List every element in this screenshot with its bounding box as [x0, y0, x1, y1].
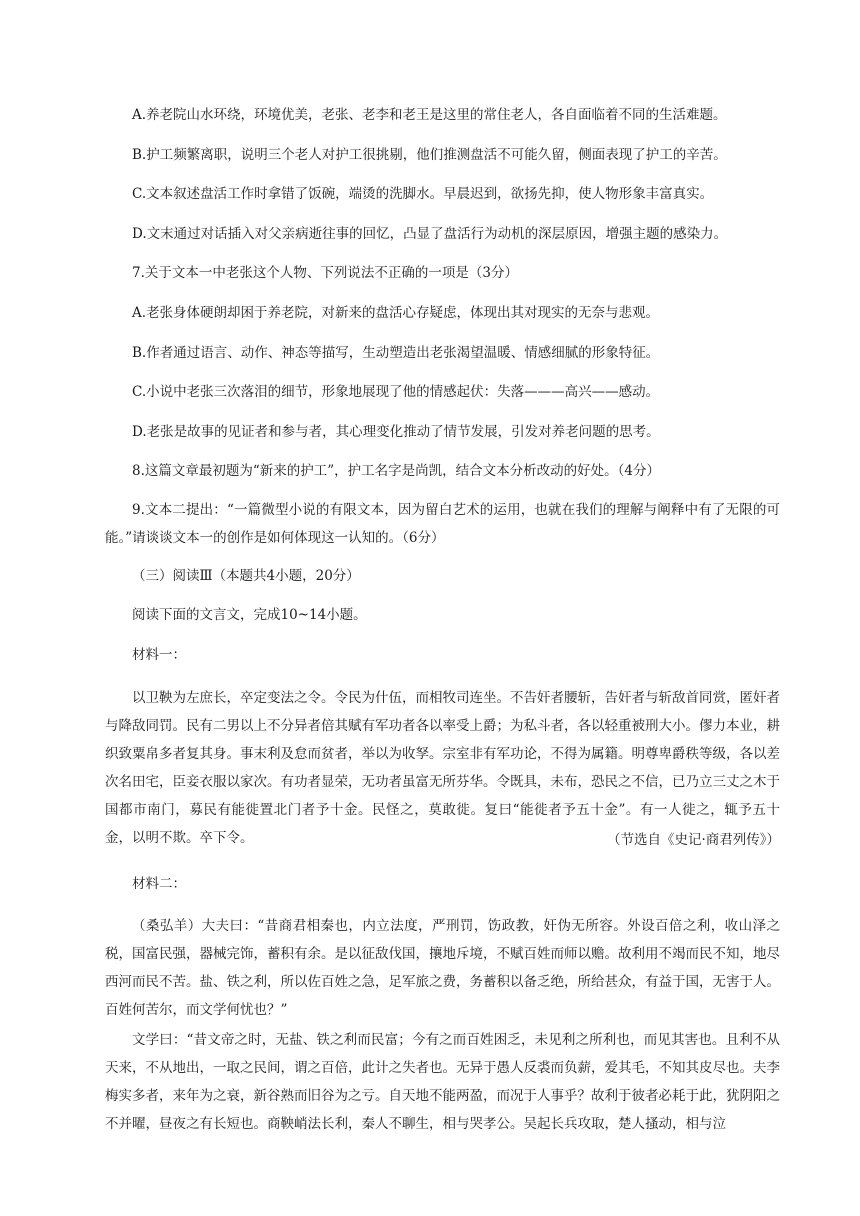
- q7-option-a: A.老张身体硬朗却困于养老院，对新来的盘活心存疑虑，体现出其对现实的无奈与悲观。: [132, 305, 660, 321]
- material1-label: 材料一：: [132, 647, 186, 663]
- material1-source: （节选自《史记·商君列传》）: [606, 832, 780, 848]
- q6-option-b: B.护工频繁离职，说明三个老人对护工很挑剔，他们推测盘活不可能久留，侧面表现了护工的辛苦。: [132, 147, 727, 163]
- q6-option-d: D.文末通过对话插入对父亲病逝往事的回忆，凸显了盘活行为动机的深层原因，增强主题的感染力。: [132, 226, 728, 242]
- material2-para1: （桑弘羊）大夫曰：“昔商君相秦也，内立法度，严刑罚，饬政教，奸伪无所容。外设百倍之利，收山泽之税，国富民强，器械完饰，蓄积有余。是以征敌伐国，攘地斥境，不赋百姓而师以赡。故利用不竭而民不知，地尽西河而民不苦。盐、铁之利，所以佐百姓之急，足军旅之费，务蓄积以备乏绝，所给甚众，有益于国，无害于人。百姓何苦尔，而文学何忧也？”: [105, 918, 780, 1018]
- section3-heading: （三）阅读Ⅲ（本题共4小题，20分）: [132, 568, 360, 584]
- material1-text: 以卫鞅为左庶长，卒定变法之令。令民为什伍，而相牧司连坐。不告奸者腰斩，告奸者与斩敌首同赏，匿奸者与降敌同罚。民有二男以上不分异者倍其赋有军功者各以率受上爵；为私斗者，各以轻重被刑大小。僇力本业，耕织致粟帛多者复其身。事末利及怠而贫者，举以为收孥。宗室非有军功论，不得为属籍。明尊卑爵秩等级，各以差次名田宅，臣妾衣服以家次。有功者显荣，无功者虽富无所芬华。令既具，未布，恐民之不信，已乃立三丈之木于国都市南门，募民有能徙置北门者予十金。民怪之，莫敢徙。复曰“能徙者予五十金”。有一人徙之，辄予五十金，以明不欺。卒下令。: [105, 690, 780, 846]
- q8: 8.这篇文章最初题为“新来的护工”，护工名字是尚凯，结合文本分析改动的好处。（4分）: [132, 463, 661, 479]
- q7-option-b: B.作者通过语言、动作、神态等描写，生动塑造出老张渴望温暖、情感细腻的形象特征。: [132, 345, 660, 361]
- section3-instruction: 阅读下面的文言文，完成10~14小题。: [132, 607, 367, 623]
- material2-label: 材料二：: [132, 876, 186, 892]
- q7-option-c: C.小说中老张三次落泪的细节，形象地展现了他的情感起伏：失落———高兴——感动。: [132, 384, 660, 400]
- material2-para2: 文学曰：“昔文帝之时，无盐、铁之利而民富；今有之而百姓困乏，未见利之所利也，而见其害也。且利不从天来，不从地出，一取之民间，谓之百倍，此计之失者也。无异于愚人反裘而负薪，爱其毛，不知其皮尽也。夫李梅实多者，来年为之衰，新谷熟而旧谷为之亏。自天地不能两盈，而况于人事乎？故利于彼者必耗于此，犹阴阳之不并曜，昼夜之有长短也。商鞅峭法长利，秦人不聊生，相与哭孝公。吴起长兵攻取，楚人搔动，相与泣: [105, 1032, 780, 1132]
- q7-option-d: D.老张是故事的见证者和参与者，其心理变化推动了情节发展，引发对养老问题的思考。: [132, 424, 660, 440]
- q6-option-a: A.养老院山水环绕，环境优美，老张、老李和老王是这里的常住老人，各自面临着不同的生活难题。: [132, 107, 727, 123]
- q6-option-c: C.文本叙述盘活工作时拿错了饭碗，端烫的洗脚水。早晨迟到，欲扬先抑，使人物形象丰富真实。: [132, 186, 714, 202]
- q7-stem: 7.关于文本一中老张这个人物、下列说法不正确的一项是（3分）: [132, 265, 518, 281]
- q9: 9.文本二提出：“一篇微型小说的有限文本，因为留白艺术的运用，也就在我们的理解与阐释中有了无限的可能。”请谈谈文本一的创作是如何体现这一认知的。（6分）: [105, 502, 780, 546]
